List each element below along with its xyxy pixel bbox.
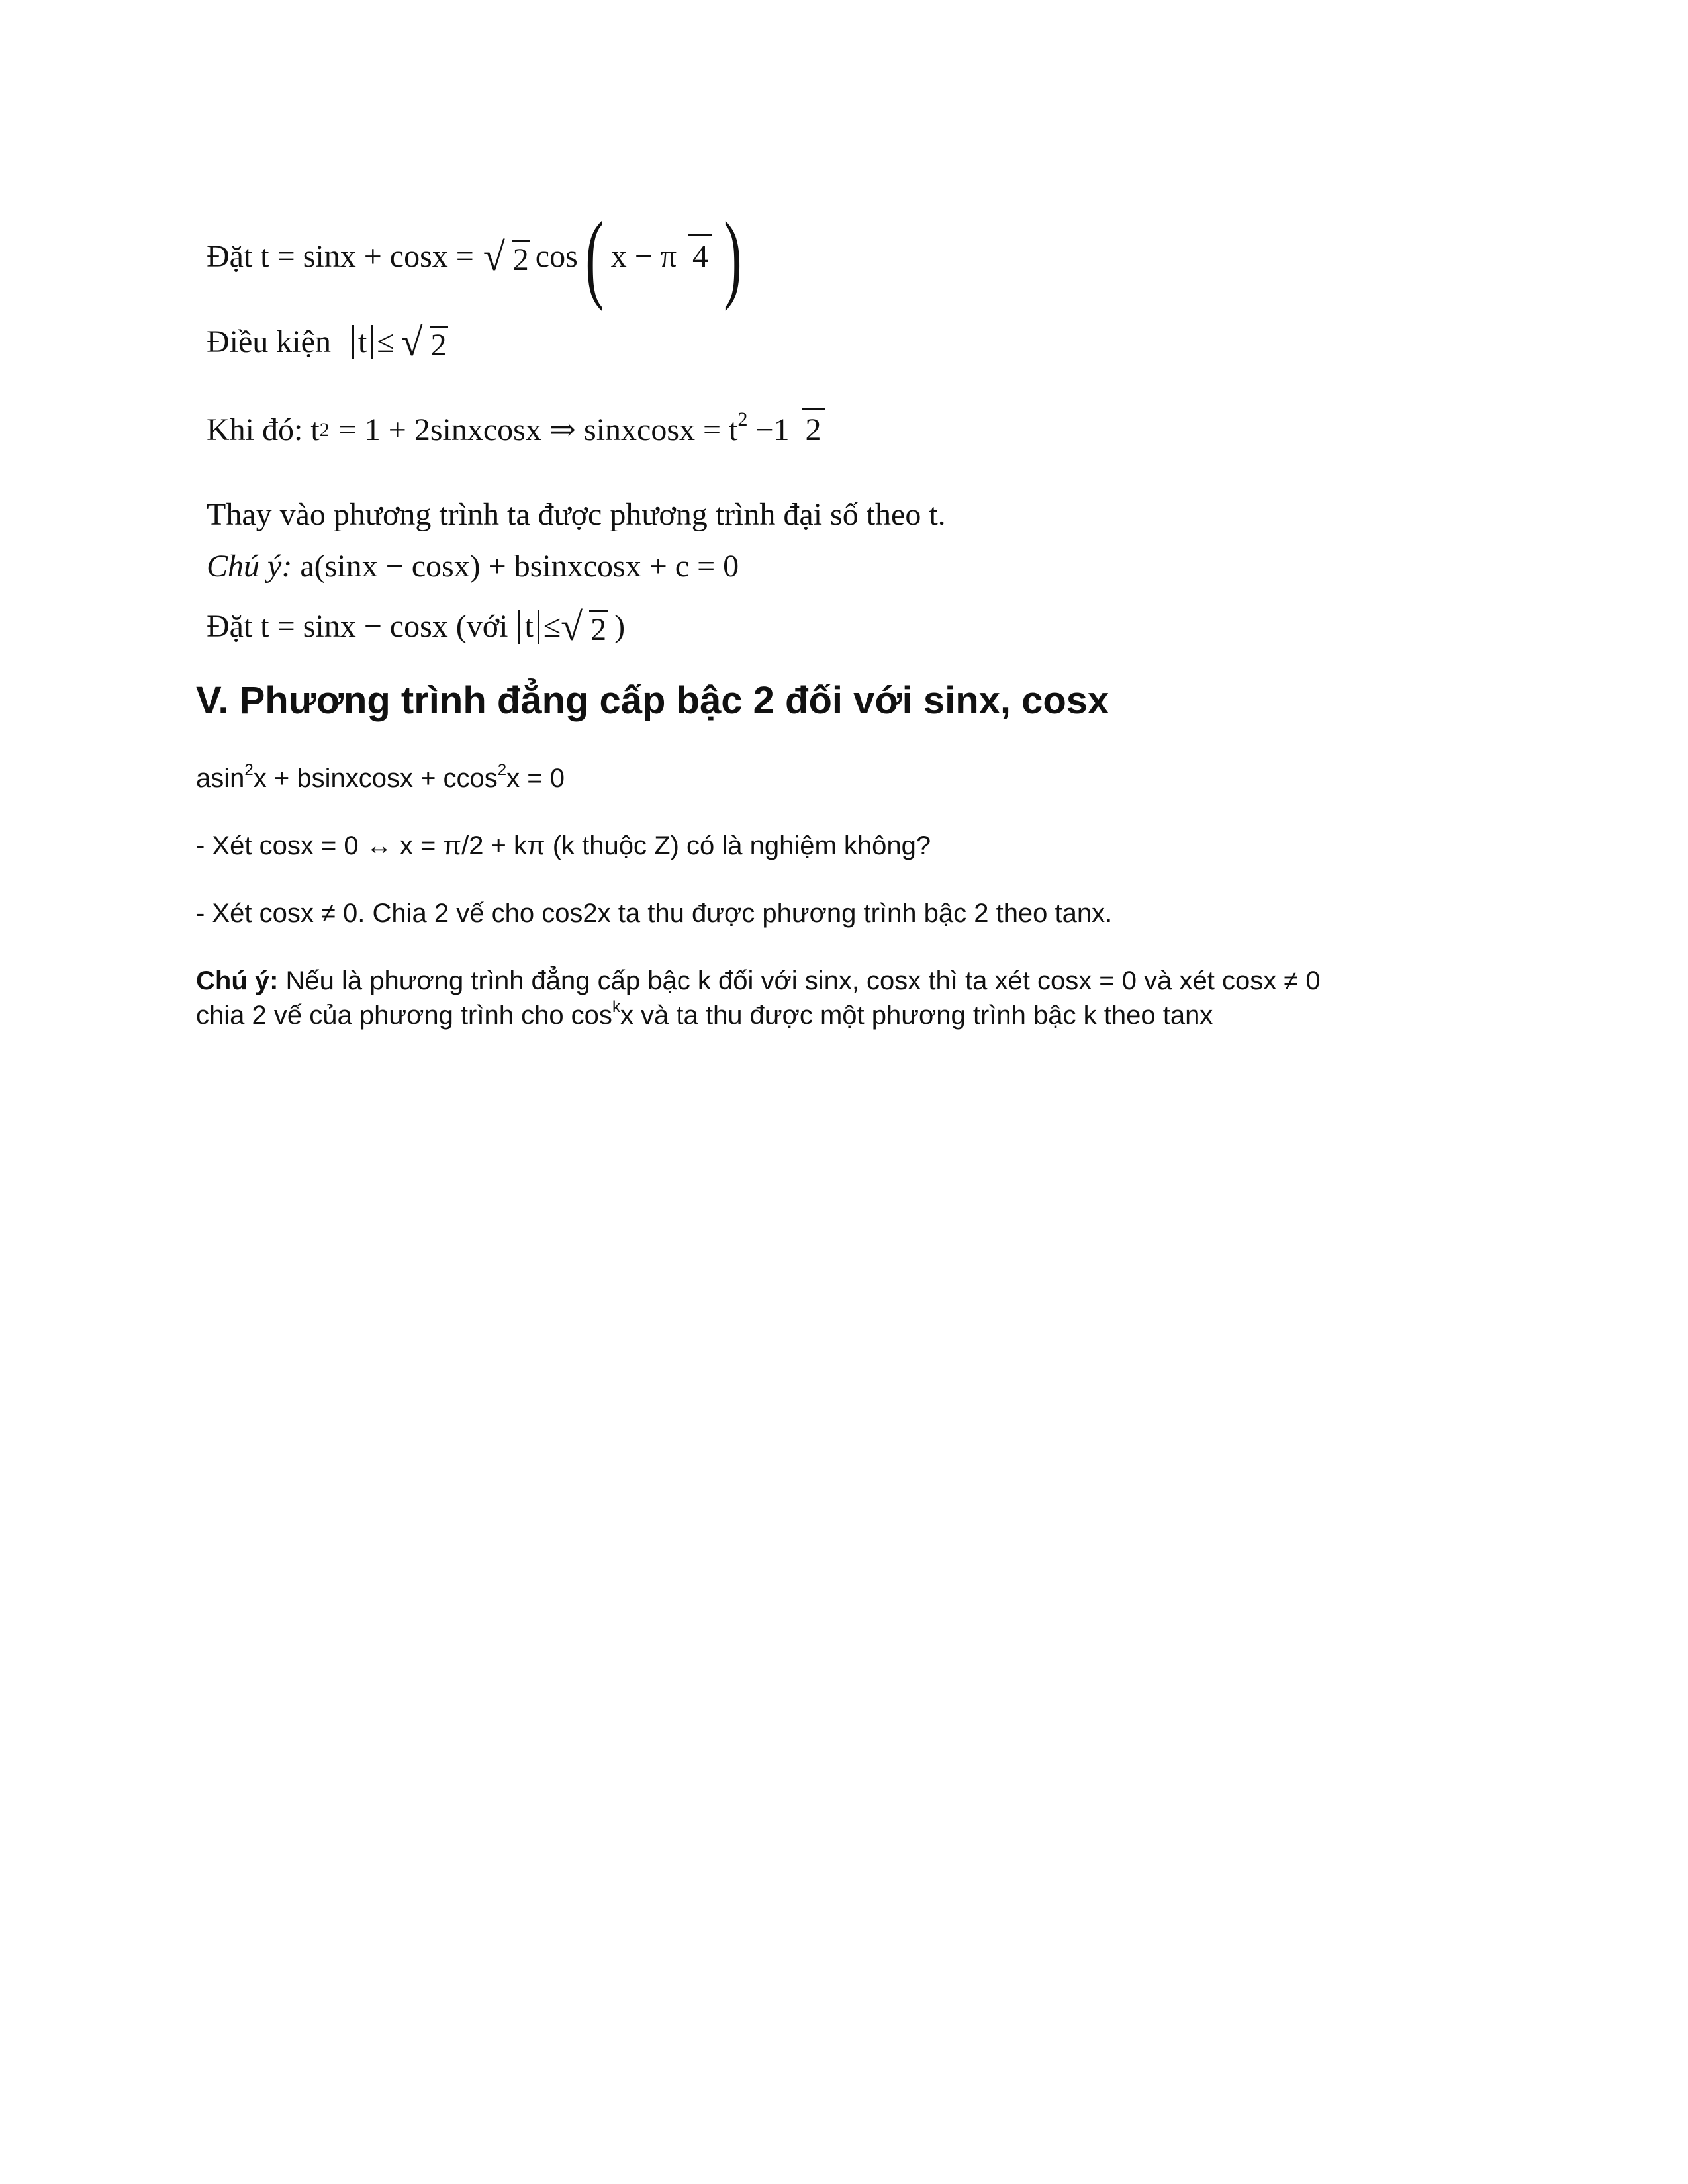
note-line-1 xyxy=(196,964,1321,998)
abs-variable: t xyxy=(357,324,367,359)
math-line-5 xyxy=(207,547,739,586)
bullet-case-cos-nonzero: - Xét cosx ≠ 0. Chia 2 vế cho cos2x ta thu được phương trình bậc 2 theo tanx. xyxy=(196,899,1113,928)
math-line-3: Khi đó: t 2 = 1 + 2sinxcosx ⇒ sinxcosx = $t^2 -1$ 2 xyxy=(207,384,829,477)
cos-function: cos xyxy=(535,239,578,274)
sqrt-expression xyxy=(483,237,530,277)
sqrt-symbol: √ xyxy=(400,320,423,364)
math-line-2 xyxy=(207,319,448,365)
close-paren: ) xyxy=(724,202,742,312)
fraction-numerator: π xyxy=(660,239,677,274)
numerator-exponent: 2 xyxy=(737,408,748,430)
abs-bar-left xyxy=(518,610,520,644)
equation-part: x + bsinxcosx + ccos xyxy=(253,764,498,793)
relation-symbol: ≤ xyxy=(377,324,395,359)
note-equation: a(sinx − cosx) + bsinxcosx + c = 0 xyxy=(300,549,739,584)
equation-part: x = 0 xyxy=(506,764,565,793)
note-text: chia 2 vế của phương trình cho cos xyxy=(196,1001,612,1030)
bullet-case-cos-zero: - Xét cosx = 0 ↔ x = π/2 + kπ (k thuộc Z) có là nghiệm không? xyxy=(196,831,931,860)
abs-bar-right xyxy=(538,610,539,644)
equation-exponent: 2 xyxy=(244,761,254,779)
abs-bar-right xyxy=(371,325,373,359)
condition-lead: Điều kiện xyxy=(207,324,331,359)
math-line-4: Thay vào phương trình ta được phương trình đại số theo t. xyxy=(207,497,946,532)
relation-symbol: ≤ xyxy=(543,609,561,644)
note-exponent: k xyxy=(612,998,620,1016)
equation-part: asin xyxy=(196,764,245,793)
identity-lead: Khi đó: t xyxy=(207,412,320,447)
open-paren: ( xyxy=(585,202,604,312)
equation-exponent: 2 xyxy=(497,761,507,779)
sqrt-symbol: √ xyxy=(561,605,583,649)
note-label: Chú ý: xyxy=(196,966,279,995)
sqrt-argument: 2 xyxy=(430,326,448,363)
numerator-rest: −1 xyxy=(755,412,790,447)
sqrt-argument: 2 xyxy=(589,610,608,647)
abs-bar-left xyxy=(352,325,354,359)
inner-expression: x − xyxy=(610,239,653,274)
note-text: Nếu là phương trình đẳng cấp bậc k đối với sinx, cosx thì ta xét cosx = 0 và xét cosx ≠ 0 xyxy=(278,966,1321,995)
sqrt-argument: 2 xyxy=(512,240,530,277)
sqrt-symbol: √ xyxy=(483,235,505,279)
math-line-1 xyxy=(207,202,749,312)
close-paren: ) xyxy=(614,609,626,644)
math-line-6 xyxy=(207,604,625,650)
note-paragraph xyxy=(196,964,1321,1032)
note-line-2 xyxy=(196,998,1321,1032)
sqrt-expression xyxy=(401,322,448,362)
section-heading: V. Phương trình đẳng cấp bậc 2 đối với sinx, cosx xyxy=(196,679,1109,722)
fraction-numerator xyxy=(725,408,793,450)
sqrt-expression xyxy=(561,607,608,647)
note-text: x và ta thu được một phương trình bậc k theo tanx xyxy=(620,1001,1213,1030)
homogeneous-equation xyxy=(196,761,565,796)
pi-over-four-fraction xyxy=(657,241,712,273)
fraction-denominator: 2 xyxy=(802,408,825,447)
t-squared-fraction xyxy=(725,408,825,447)
abs-variable: t xyxy=(524,609,534,644)
note-label: Chú ý: xyxy=(207,549,293,584)
fraction-denominator: 4 xyxy=(688,234,712,274)
substitution-lead: Đặt t = sinx − cosx (với xyxy=(207,609,508,644)
identity-rest: = 1 + 2sinxcosx ⇒ sinxcosx = xyxy=(338,412,722,447)
numerator-base: t xyxy=(729,412,738,447)
substitution-lead: Đặt t = sinx + cosx = xyxy=(207,239,474,274)
